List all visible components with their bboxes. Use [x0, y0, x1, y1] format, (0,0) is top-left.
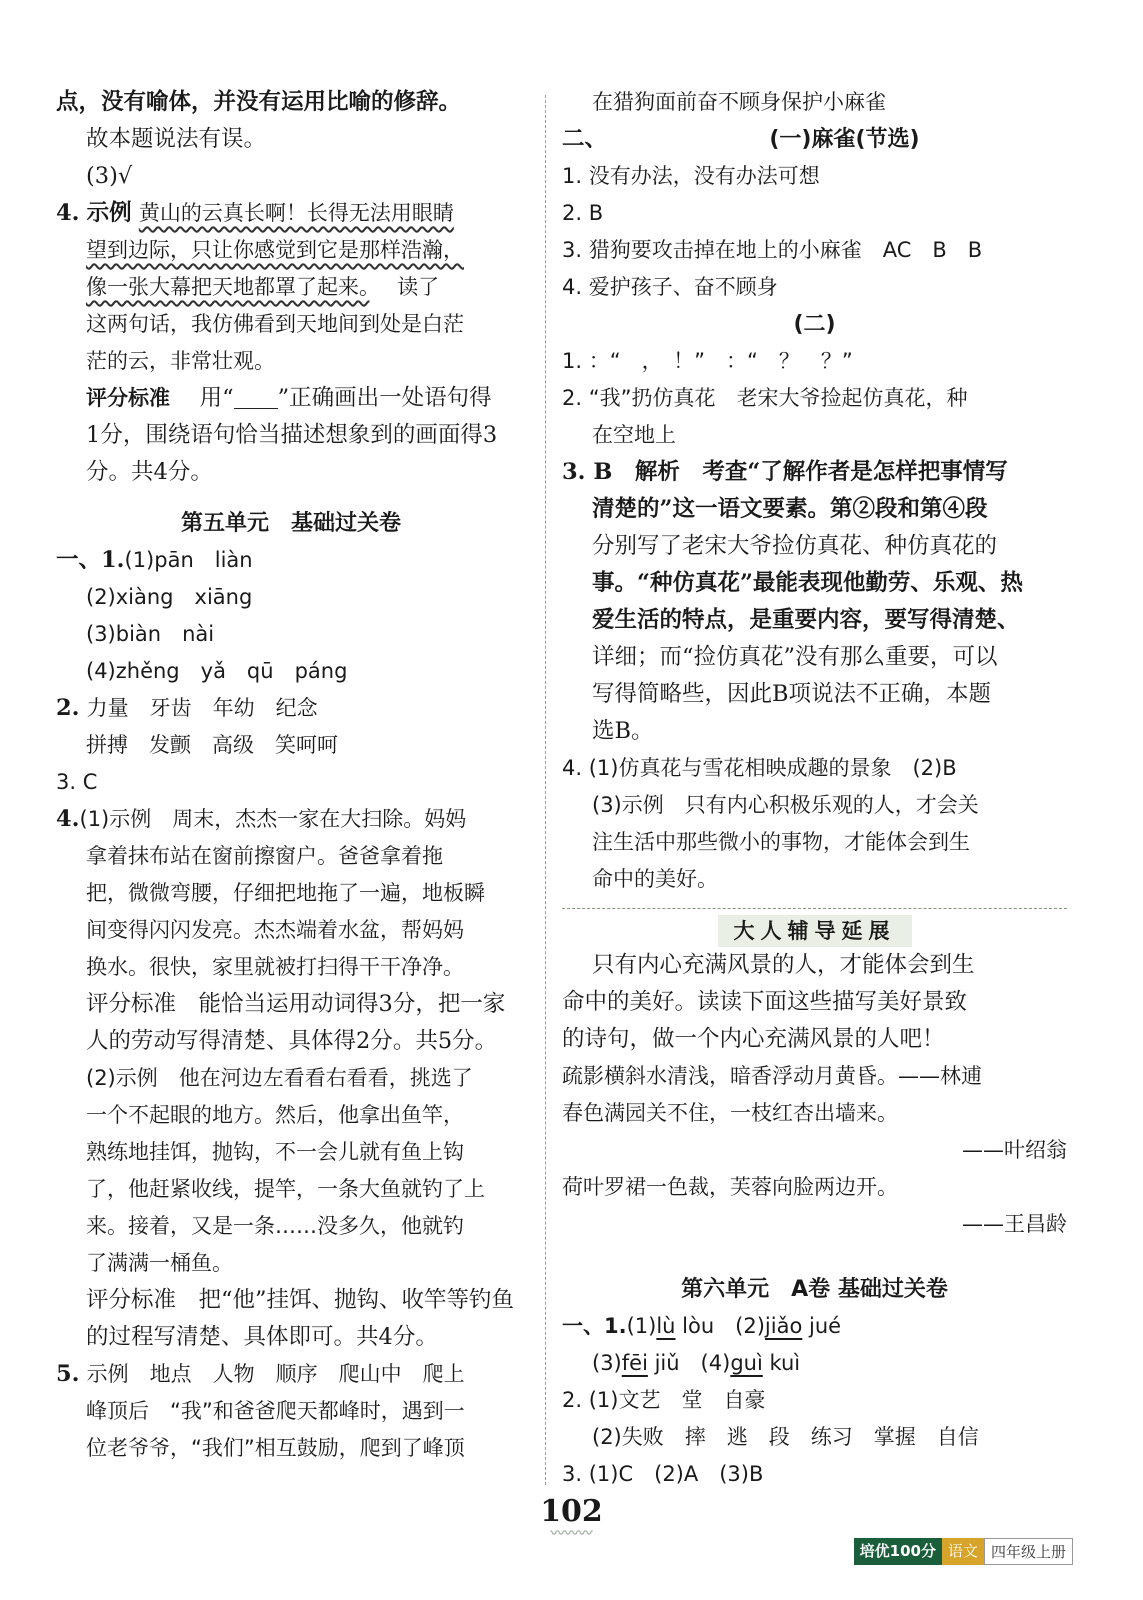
column-divider: [545, 95, 546, 1485]
poem-author: ——王昌龄: [962, 1212, 1067, 1236]
text-line: 峰顶后 “我”和爸爸爬天都峰时，遇到一: [86, 1399, 465, 1423]
text-span: jué: [802, 1314, 842, 1338]
question-number: 4.: [56, 806, 80, 832]
text-line: 在猎狗面前奋不顾身保护小麻雀: [592, 90, 886, 114]
text-line: 在空地上: [592, 423, 676, 447]
underlined-sentence: 像一张大幕把天地都罩了起来。: [86, 275, 370, 299]
pinyin-answer: (4)zhěng yǎ qū páng: [86, 659, 348, 683]
extension-box: [562, 908, 1067, 1243]
text-line: 事。“种仿真花”最能表现他勤劳、乐观、热: [592, 570, 1023, 596]
text-span: 读了: [397, 275, 440, 299]
text-line: 分别写了老宋大爷捡仿真花、种仿真花的: [592, 533, 998, 559]
text-line: 一个不起眼的地方。然后，他拿出鱼竿，: [86, 1103, 464, 1127]
score-text: 评分标准 把“他”挂饵、抛钩、收竿等钓鱼: [86, 1287, 515, 1313]
question-number: 2.: [56, 695, 80, 721]
text-line: 的诗句，做一个内心充满风景的人吧！: [562, 1026, 945, 1052]
section-mark: 一、1.: [56, 547, 125, 573]
text-line: 2. “我”扔仿真花 老宋大爷捡起仿真花，种: [562, 386, 968, 410]
poem-author: ——叶绍翁: [962, 1138, 1067, 1162]
passage-title: (一)麻雀(节选): [769, 127, 920, 152]
text-line: 点，没有喻体，并没有运用比喻的修辞。: [56, 89, 462, 115]
text-line: 位老爷爷，“我们”相互鼓励，爬到了峰顶: [86, 1436, 465, 1460]
text-line: 注生活中那些微小的事物，才能体会到生: [592, 830, 970, 854]
text-span: (1): [626, 1314, 657, 1338]
text-line: 4. 爱护孩子、奋不顾身: [562, 275, 778, 299]
text-line: 分。共4分。: [86, 459, 213, 485]
subject-label: 语文: [942, 1538, 984, 1565]
pinyin-answer: (3)biàn nài: [86, 622, 215, 646]
underlined-sentence: 黄山的云真长啊！长得无法用眼睛: [138, 201, 454, 225]
box-title: 大人辅导延展: [718, 915, 912, 947]
score-text: 评分标准 能恰当运用动词得3分，把一家: [86, 991, 506, 1017]
text-line: 写得简略些，因此B项说法不正确，本题: [592, 681, 992, 707]
text-line: (2)失败 摔 逃 段 练习 掌握 自信: [592, 1425, 979, 1449]
text-line: 清楚的”这一语文要素。第②段和第④段: [592, 496, 988, 522]
poem-line: 荷叶罗裙一色裁，芙蓉向脸两边开。: [562, 1175, 898, 1199]
score-label: 评分标准: [86, 386, 170, 410]
text-line: 来。接着，又是一条……没多久，他就钓: [86, 1214, 464, 1238]
question-number: 5.: [56, 1361, 80, 1387]
section-heading: [562, 121, 1067, 158]
text-span: 示例 地点 人物 顺序 爬山中 爬上: [86, 1362, 465, 1386]
unit-title: 第五单元 基础过关卷: [180, 511, 401, 536]
answer-check: (3)√: [86, 163, 133, 189]
underlined-sentence: 望到边际，只让你感觉到它是那样浩瀚，: [86, 238, 464, 262]
text-line: 3. 猎狗要攻击掉在地上的小麻雀 AC B B: [562, 238, 983, 262]
text-line: 间变得闪闪发亮。杰杰端着水盆，帮妈妈: [86, 918, 464, 942]
text-line: 选B。: [592, 718, 654, 744]
text-line: 2. (1)文艺 堂 自豪: [562, 1388, 766, 1412]
text-line: 了满满一桶鱼。: [86, 1251, 233, 1275]
right-column: [562, 84, 1067, 1493]
pinyin-underlined: jiǎo: [764, 1314, 803, 1338]
text-line: 换水。很快，家里就被打扫得干干净净。: [86, 955, 464, 979]
text-line: 4. (1)仿真花与雪花相映成趣的景象 (2)B: [562, 756, 957, 780]
text-line: 熟练地挂饵，抛钩，不一会儿就有鱼上钩: [86, 1140, 464, 1164]
text-line: 1. 没有办法，没有办法可想: [562, 164, 820, 188]
text-line: 茫的云，非常壮观。: [86, 349, 275, 373]
wave-ornament: 〰〰〰: [550, 1526, 593, 1542]
pinyin-answer: (2)xiàng xiāng: [86, 585, 253, 609]
word-answer: 力量 牙齿 年幼 纪念: [86, 696, 318, 720]
text-line: 只有内心充满风景的人，才能体会到生: [592, 952, 975, 978]
text-line: 了，他赶紧收线，提竿，一条大鱼就钓了上: [86, 1177, 485, 1201]
score-text: 人的劳动写得清楚、具体得2分。共5分。: [86, 1028, 498, 1054]
passage-title: (二): [793, 312, 836, 337]
section-mark: 一、1.: [562, 1314, 627, 1338]
pinyin-underlined: fēi: [621, 1351, 648, 1375]
poem-line: 春色满园关不住，一枝红杏出墙来。: [562, 1101, 898, 1125]
pinyin-underlined: lù: [656, 1314, 676, 1338]
poem-line: 疏影横斜水清浅，暗香浮动月黄昏。——林逋: [562, 1064, 982, 1088]
text-line: 命中的美好。: [592, 867, 718, 891]
text-line: (3)示例 只有内心积极乐观的人，才会关: [592, 793, 979, 817]
text-line: 把，微微弯腰，仔细把地拖了一遍，地板瞬: [86, 881, 485, 905]
left-column: [56, 84, 526, 1467]
text-line: 详细；而“捡仿真花”没有那么重要，可以: [592, 644, 998, 670]
footer-badge: [854, 1538, 1073, 1565]
question-number: 4.: [56, 200, 80, 226]
text-line: 2. B: [562, 201, 604, 225]
brand-label: 培优100分: [854, 1538, 942, 1565]
score-text: 的过程写清楚、具体即可。共4分。: [86, 1324, 438, 1350]
text-line: 1分，围绕语句恰当描述想象到的画面得3: [86, 422, 498, 448]
text-line: (2)示例 他在河边左看看右看看，挑选了: [86, 1066, 473, 1090]
example-label: 示例: [86, 200, 132, 226]
grade-label: 四年级上册: [984, 1538, 1073, 1565]
page-number: [0, 1494, 1143, 1542]
unit-title: 第六单元 A卷 基础过关卷: [681, 1277, 948, 1302]
pinyin-underlined: guì: [730, 1351, 763, 1375]
text-line: 1. ：“ ， ！” ：“ ？ ？”: [562, 349, 853, 373]
text-line: 3. (1)C (2)A (3)B: [562, 1462, 764, 1486]
pinyin-answer: (1)pān liàn: [124, 548, 253, 572]
text-line: 3. C: [56, 770, 98, 794]
text-span: (1)示例 周末，杰杰一家在大扫除。妈妈: [79, 807, 467, 831]
section-mark: 二、: [562, 126, 608, 152]
text-line: 故本题说法有误。: [86, 126, 267, 152]
page-number-text: 102: [540, 1494, 603, 1529]
text-span: jiǔ (4): [647, 1351, 731, 1375]
word-answer: 拼搏 发颤 高级 笑呵呵: [86, 733, 338, 757]
text-line: 3. B 解析 考查“了解作者是怎样把事情写: [562, 459, 1008, 485]
text-line: 这两句话，我仿佛看到天地间到处是白茫: [86, 312, 464, 336]
underline-blank: [234, 390, 278, 409]
text-span: (3): [592, 1351, 622, 1375]
text-line: 拿着抹布站在窗前擦窗户。爸爸拿着拖: [86, 844, 443, 868]
text-span: lòu (2): [675, 1314, 765, 1338]
text-span: kuì: [762, 1351, 801, 1375]
text-line: 爱生活的特点，是重要内容，要写得清楚、: [592, 607, 1020, 633]
text-line: 命中的美好。读读下面这些描写美好景致: [562, 989, 968, 1015]
text-span: 用“: [199, 385, 234, 411]
text-span: ”正确画出一处语句得: [277, 385, 492, 411]
